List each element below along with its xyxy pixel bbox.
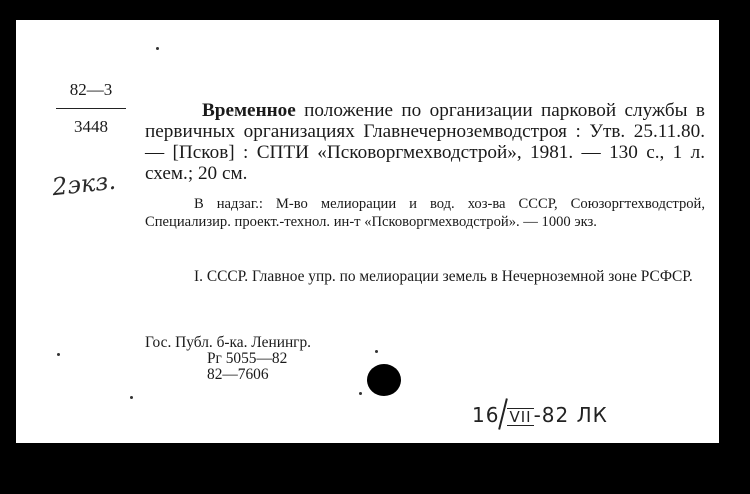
handwritten-month: VII: [509, 408, 532, 426]
ink-blot: [367, 364, 401, 396]
library-name: Гос. Публ. б-ка. Ленингр.: [145, 334, 312, 351]
library-stamp: [145, 335, 311, 383]
handwritten-year-initials: -82 ЛК: [533, 403, 608, 427]
title-and-imprint: положение по организации парковой службы в первичных организациях Главнечерноземводстроя : Утв. 25.11.80. — [Псков] : СПТИ «Псковоргмехводстрой», 1981. — 130 с., 1 л. схем.; 20 см.: [145, 100, 705, 184]
ink-speck: [359, 392, 362, 395]
handwritten-date: [472, 398, 608, 430]
library-card-number: 82—7606: [207, 366, 269, 383]
ink-speck: [156, 47, 159, 50]
shelfmark: [56, 80, 126, 137]
ink-speck: [57, 353, 60, 356]
shelfmark-divider: [56, 108, 126, 109]
shelfmark-bottom: 3448: [74, 117, 108, 136]
catalog-card: [16, 20, 719, 443]
title-first-word: Временное: [202, 100, 296, 121]
heading-note: В надзаг.: М-во мелиорации и вод. хоз-ва СССР, Союзоргтехводстрой, Специализир. проект.-технол. ин-т «Псковоргмехводстрой». — 1000 экз.: [145, 196, 705, 230]
bibliographic-description: [145, 100, 705, 184]
shelfmark-top: 82—3: [69, 80, 113, 99]
subject-entry: I. СССР. Главное упр. по мелиорации земель в Нечерноземной зоне РСФСР.: [194, 268, 693, 285]
handwritten-day: 16: [472, 403, 500, 427]
library-register-number: Рг 5055—82: [207, 350, 288, 367]
handwritten-copies-mark: 2экз.: [50, 166, 118, 202]
ink-speck: [130, 396, 133, 399]
ink-speck: [375, 350, 378, 353]
